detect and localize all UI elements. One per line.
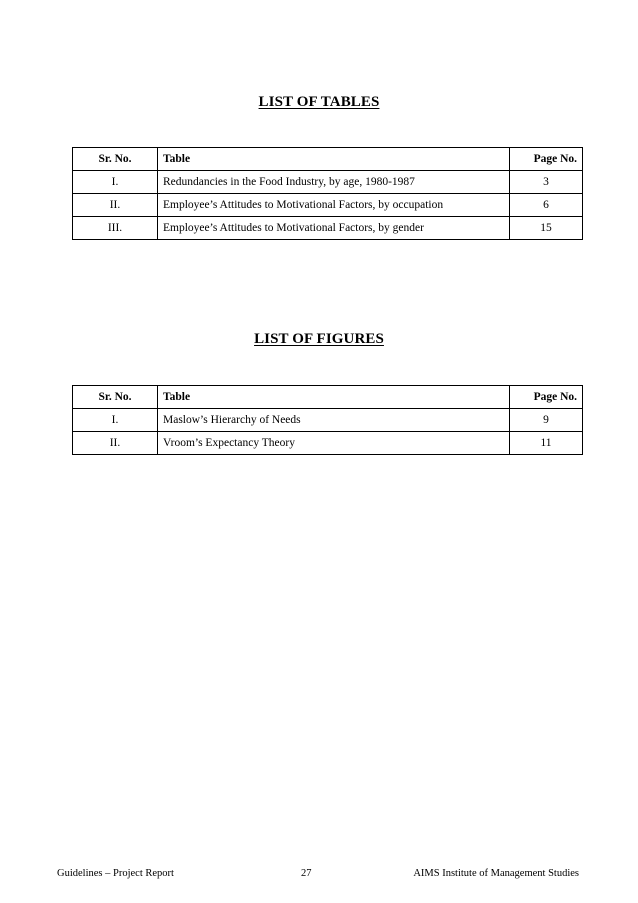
figure-title-cell: Maslow’s Hierarchy of Needs: [158, 409, 510, 432]
table-title-cell: Employee’s Attitudes to Motivational Factors, by gender: [158, 217, 510, 240]
footer-institution: AIMS Institute of Management Studies: [413, 868, 579, 879]
sr-no-cell: I.: [73, 409, 158, 432]
header-sr-no: Sr. No.: [73, 386, 158, 409]
footer-document-title: Guidelines – Project Report: [57, 868, 174, 879]
table-row: [73, 171, 583, 194]
sr-no-cell: II.: [73, 194, 158, 217]
header-page-no: Page No.: [510, 148, 583, 171]
page-no-cell: 9: [510, 409, 583, 432]
list-of-tables-table: [72, 147, 583, 240]
page-no-cell: 3: [510, 171, 583, 194]
list-of-figures-title: LIST OF FIGURES: [254, 331, 384, 347]
header-sr-no: Sr. No.: [73, 148, 158, 171]
footer-page-number: 27: [301, 868, 312, 879]
sr-no-cell: II.: [73, 432, 158, 455]
table-row: [73, 194, 583, 217]
table-row: [73, 217, 583, 240]
header-table: Table: [158, 386, 510, 409]
table-header-row: [73, 386, 583, 409]
sr-no-cell: III.: [73, 217, 158, 240]
header-page-no: Page No.: [510, 386, 583, 409]
figure-title-cell: Vroom’s Expectancy Theory: [158, 432, 510, 455]
page-no-cell: 15: [510, 217, 583, 240]
table-title-cell: Employee’s Attitudes to Motivational Factors, by occupation: [158, 194, 510, 217]
sr-no-cell: I.: [73, 171, 158, 194]
page-no-cell: 11: [510, 432, 583, 455]
list-of-tables-title: LIST OF TABLES: [258, 94, 380, 110]
list-of-figures-table: [72, 385, 583, 455]
table-row: [73, 432, 583, 455]
page-no-cell: 6: [510, 194, 583, 217]
table-title-cell: Redundancies in the Food Industry, by age, 1980-1987: [158, 171, 510, 194]
table-row: [73, 409, 583, 432]
header-table: Table: [158, 148, 510, 171]
table-header-row: [73, 148, 583, 171]
